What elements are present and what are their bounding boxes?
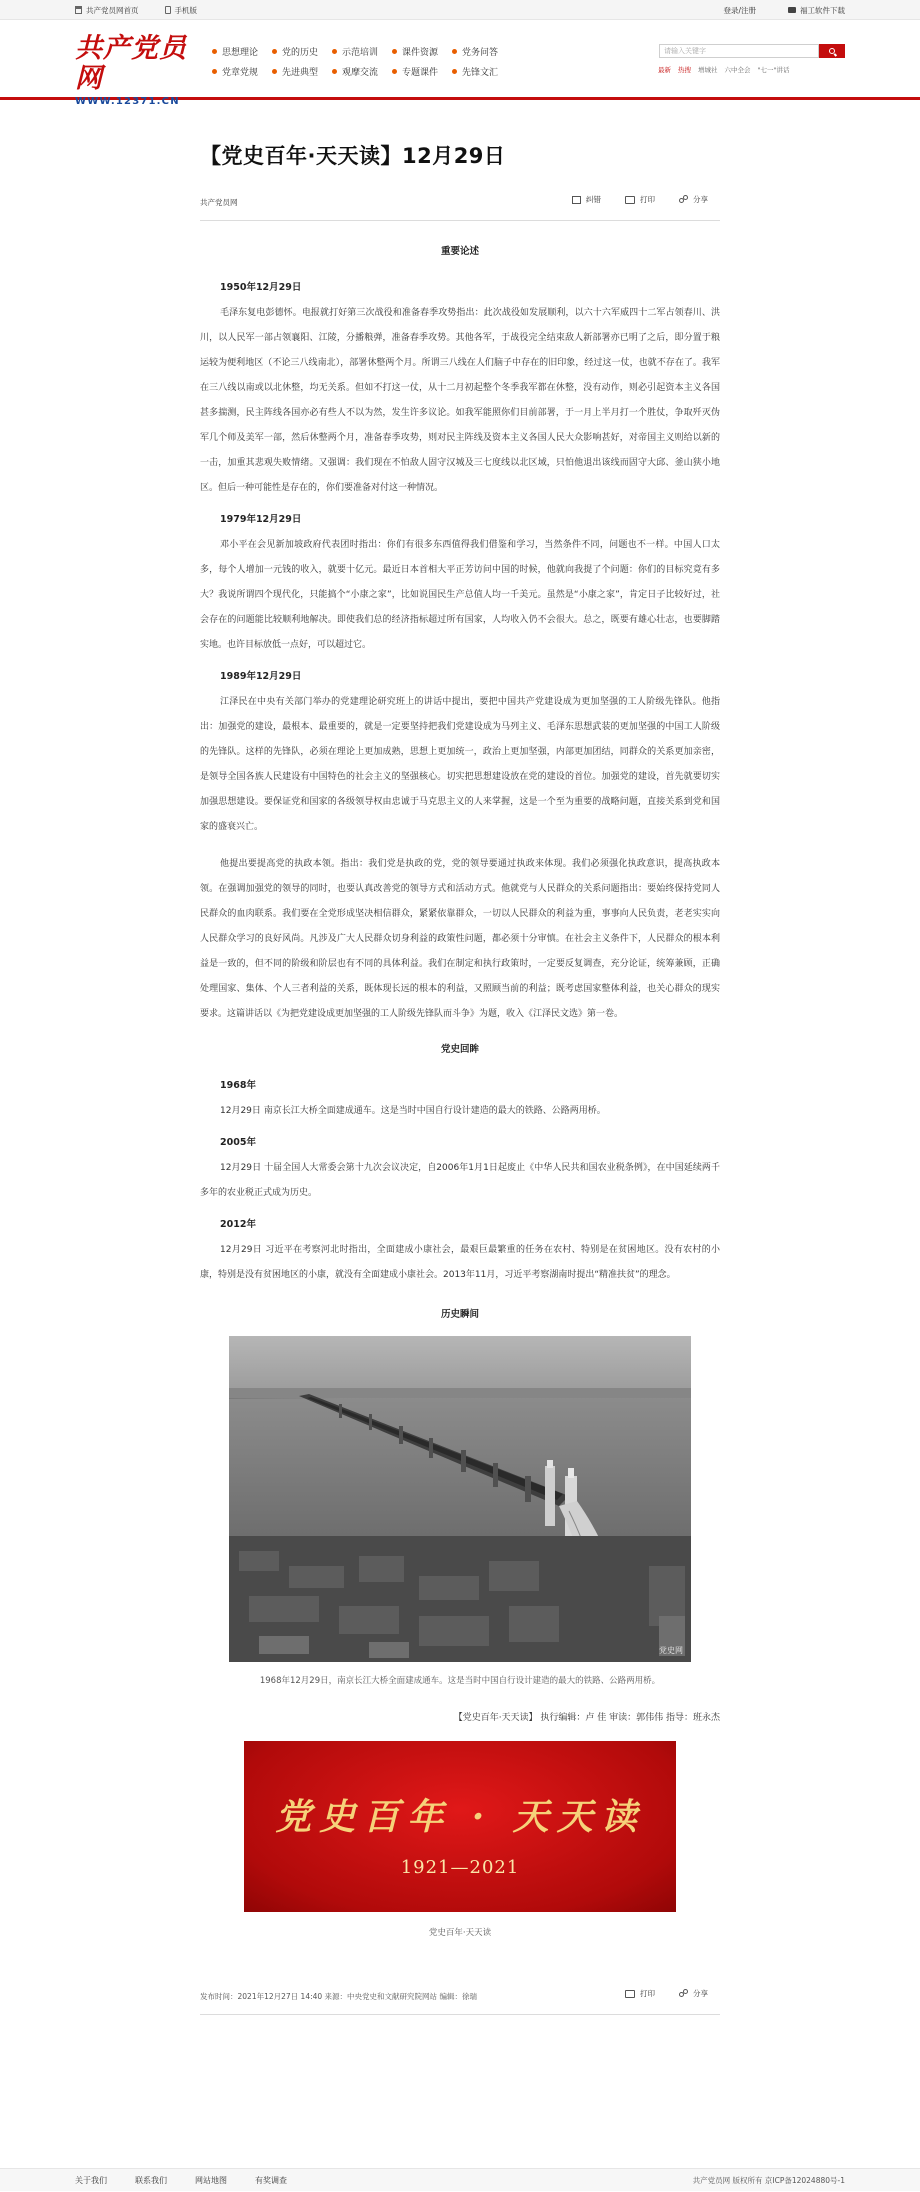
paragraph: 12月29日 习近平在考察河北时指出，全面建成小康社会，最艰巨最繁重的任务在农村、特别是在贫困地区。没有农村的小康，特别是没有贫困地区的小康，就没有全面建成小康社会。2013年11月，习近平考察湖南时提出“精准扶贫”的理念。 bbox=[200, 1245, 720, 1280]
home-icon bbox=[75, 6, 82, 14]
hot-link[interactable]: 六中全会 bbox=[724, 66, 751, 74]
bullet-icon bbox=[392, 49, 397, 54]
section-heading: 党史回眸 bbox=[440, 1044, 479, 1055]
download-icon bbox=[788, 7, 796, 13]
logo-url: WWW.12371.CN bbox=[75, 96, 180, 107]
tool-label: 分享 bbox=[693, 195, 708, 204]
nav-item-special[interactable] bbox=[392, 65, 452, 78]
photo-watermark: 党史网 bbox=[659, 1646, 683, 1655]
search-icon bbox=[829, 48, 835, 54]
editor-credits: 【党史百年·天天读】 执行编辑：卢 佳 审读：郭伟伟 指导：班永杰 bbox=[453, 1713, 720, 1723]
phone-icon bbox=[165, 6, 171, 14]
nav-label: 思想理论 bbox=[222, 48, 259, 58]
site-header bbox=[75, 20, 845, 107]
nav-item-theory[interactable] bbox=[212, 45, 272, 58]
bullet-icon bbox=[272, 69, 277, 74]
nav-item-qa[interactable] bbox=[452, 45, 512, 58]
nav-item-essays[interactable] bbox=[452, 65, 512, 78]
bullet-icon bbox=[332, 49, 337, 54]
date-heading: 1950年12月29日 bbox=[220, 282, 302, 293]
nav-item-history[interactable] bbox=[272, 45, 332, 58]
nav-item-models[interactable] bbox=[272, 65, 332, 78]
site-footer bbox=[0, 2168, 920, 2191]
logo-title: 共产党员网 bbox=[75, 33, 187, 94]
bullet-icon bbox=[212, 69, 217, 74]
tool-label: 打印 bbox=[640, 195, 655, 204]
column-banner bbox=[244, 1741, 676, 1912]
article-meta bbox=[200, 194, 720, 210]
tool-label: 分享 bbox=[693, 1989, 708, 1998]
share-button[interactable] bbox=[679, 194, 708, 205]
bridge-photo bbox=[229, 1336, 691, 1662]
date-heading: 2005年 bbox=[220, 1137, 256, 1148]
mobile-link-label: 手机版 bbox=[174, 5, 197, 15]
date-heading: 2012年 bbox=[220, 1219, 256, 1230]
mobile-link[interactable] bbox=[165, 5, 198, 16]
article-footer-meta bbox=[200, 1988, 720, 2004]
section-heading: 历史瞬间 bbox=[440, 1309, 479, 1320]
date-heading: 1989年12月29日 bbox=[220, 671, 302, 682]
home-link-label: 共产党员网首页 bbox=[86, 5, 139, 15]
footer-link-survey[interactable]: 有奖调查 bbox=[255, 2176, 287, 2185]
bridge-illustration bbox=[229, 1336, 691, 1662]
footer-link-sitemap[interactable]: 网站地图 bbox=[195, 2176, 227, 2185]
printer-icon bbox=[625, 196, 635, 204]
nav-item-exchange[interactable] bbox=[332, 65, 392, 78]
article-source: 共产党员网 bbox=[200, 198, 238, 207]
nav-label: 先进典型 bbox=[282, 68, 319, 78]
paragraph: 江泽民在中央有关部门举办的党建理论研究班上的讲话中提出，要把中国共产党建设成为更加坚强的工人阶级先锋队。他指出：加强党的建设，最根本、最重要的，就是一定要坚持把我们党建设成为马列主义、毛泽东思想武装的更加坚强的中国工人阶级的先锋队。这样的先锋队，必须在理论上更加成熟，思想上更加统一，政治上更加坚强，内部更加团结，同群众的关系更加亲密，是领导全国各族人民建设有中国特色的社会主义的坚强核心。切实把思想建设放在党的建设的首位。加强党的建设，首先就要切实加强思想建设。要保证党和国家的各级领导权由忠诚于马克思主义的人来掌握，这是一个至为重要的战略问题，直接关系到党和国家的盛衰兴亡。 bbox=[200, 697, 720, 832]
tool-label: 打印 bbox=[640, 1989, 655, 1998]
bullet-icon bbox=[452, 49, 457, 54]
banner-years: 1921—2021 bbox=[400, 1857, 520, 1878]
footer-link-contact[interactable]: 联系我们 bbox=[135, 2176, 167, 2185]
article-tools-bottom bbox=[625, 1988, 708, 1999]
top-bar bbox=[0, 0, 920, 20]
search-button[interactable] bbox=[819, 44, 845, 58]
article bbox=[200, 140, 720, 2015]
divider bbox=[200, 2014, 720, 2015]
bullet-icon bbox=[392, 69, 397, 74]
paragraph: 邓小平在会见新加坡政府代表团时指出：你们有很多东西值得我们借鉴和学习，当然条件不同，问题也不一样。中国人口太多，每个人增加一元钱的收入，就要十亿元。最近日本首相大平正芳访问中国的时候，他就向我提了个问题：你们的目标究竟有多大？我说所谓四个现代化，只能搞个“小康之家”，比如说国民生产总值人均一千美元。虽然是“小康之家”，肯定日子比较好过，社会存在的问题能比较顺利地解决。即使我们总的经济指标超过所有国家，人均收入仍不会很大。总之，既要有雄心壮志，也要脚踏实地。也许目标放低一点好，可以超过它。 bbox=[200, 540, 720, 650]
share-icon bbox=[679, 195, 688, 204]
date-heading: 1968年 bbox=[220, 1080, 256, 1091]
photo-caption: 1968年12月29日，南京长江大桥全面建成通车。这是当时中国自行设计建造的最大的铁路、公路两用桥。 bbox=[259, 1676, 661, 1686]
paragraph: 12月29日 南京长江大桥全面建成通车。这是当时中国自行设计建造的最大的铁路、公路两用桥。 bbox=[220, 1106, 606, 1116]
banner-title: 党史百年 · 天天读 bbox=[275, 1796, 645, 1838]
date-heading: 1979年12月29日 bbox=[220, 514, 302, 525]
main-nav bbox=[212, 45, 572, 78]
hot-link[interactable]: 增城社 bbox=[698, 66, 718, 74]
nav-label: 示范培训 bbox=[342, 48, 379, 58]
nav-label: 党章党规 bbox=[222, 68, 259, 78]
print-button[interactable] bbox=[625, 194, 655, 205]
nav-label: 专题课件 bbox=[402, 68, 439, 78]
site-logo[interactable] bbox=[75, 33, 200, 107]
article-tools bbox=[572, 194, 708, 205]
bullet-icon bbox=[332, 69, 337, 74]
nav-item-training[interactable] bbox=[332, 45, 392, 58]
hot-keywords bbox=[658, 65, 789, 74]
paragraph: 毛泽东复电彭德怀。电报就打好第三次战役和准备春季攻势指出：此次战役如发展顺利，以六十六军威四十二军占领春川、洪川，以人民军一部占领襄阳、江陵，分播粮弹，准备春季攻势。其他各军，于战役完全结束敌人新部署亦已明了之后，即分置于粮运较为便利地区（不论三八线南北），部署休整两个月。所谓三八线在人们脑子中存在的旧印象，经过这一仗，也就不存在了。我军在三八线以南或以北休整，均无关系。但如不打这一仗，从十二月初起整个冬季我军都在休整，没有动作，则必引起资本主义各国甚多揣测，民主阵线各国亦必有些人不以为然，发生许多议论。如我军能照你们目前部署，于一月上半月打一个胜仗，争取歼灭伪军几个师及美军一部，然后休整两个月，准备春季攻势，则对民主阵线及资本主义各国人民大众影响甚好，对帝国主义则给以新的一击，加重其悲观失败情绪。又强调：我们现在不怕敌人固守汉城及三七度线以北区域，只怕他退出该线而固守大邱、釜山狭小地区。但后一种可能性是存在的，你们要准备对付这一种情况。 bbox=[200, 308, 720, 493]
divider bbox=[200, 220, 720, 221]
hot-link[interactable]: "七一"讲话 bbox=[757, 66, 790, 74]
bullet-icon bbox=[452, 69, 457, 74]
tool-label: 纠错 bbox=[586, 195, 601, 204]
nav-label: 党务问答 bbox=[462, 48, 499, 58]
search-input[interactable]: 请输入关键字 bbox=[659, 44, 819, 58]
error-report-button[interactable] bbox=[572, 194, 601, 205]
download-link-label: 福工软件下载 bbox=[800, 5, 845, 15]
nav-item-regulations[interactable] bbox=[212, 65, 272, 78]
printer-icon bbox=[625, 1990, 635, 1998]
page-title: 【党史百年·天天读】12月29日 bbox=[200, 144, 506, 168]
print-button-bottom[interactable] bbox=[625, 1988, 655, 1999]
bullet-icon bbox=[212, 49, 217, 54]
hot-link[interactable]: 热搜 bbox=[678, 66, 691, 74]
share-button-bottom[interactable] bbox=[679, 1988, 708, 1999]
edit-icon bbox=[572, 196, 581, 204]
footer-link-about[interactable]: 关于我们 bbox=[75, 2176, 107, 2185]
share-icon bbox=[679, 1989, 688, 1998]
paragraph: 12月29日 十届全国人大常委会第十九次会议决定，自2006年1月1日起废止《中华人民共和国农业税条例》，在中国延续两千多年的农业税正式成为历史。 bbox=[200, 1163, 720, 1198]
nav-label: 观摩交流 bbox=[342, 68, 379, 78]
nav-label: 先锋文汇 bbox=[462, 68, 499, 78]
home-link[interactable] bbox=[75, 5, 139, 16]
hot-link[interactable]: 最新 bbox=[658, 66, 671, 74]
section-heading: 重要论述 bbox=[440, 246, 479, 257]
copyright: 共产党员网 版权所有 京ICP备12024880号-1 bbox=[692, 2176, 845, 2185]
nav-item-courseware[interactable] bbox=[392, 45, 452, 58]
download-link[interactable] bbox=[788, 5, 845, 16]
bullet-icon bbox=[272, 49, 277, 54]
nav-label: 党的历史 bbox=[282, 48, 319, 58]
nav-label: 课件资源 bbox=[402, 48, 439, 58]
banner-caption: 党史百年·天天读 bbox=[428, 1928, 492, 1938]
paragraph: 他提出要提高党的执政本领。指出：我们党是执政的党，党的领导要通过执政来体现。我们必须强化执政意识，提高执政本领。在强调加强党的领导的同时，也要认真改善党的领导方式和活动方式。他就党与人民群众的关系问题指出：要始终保持党同人民群众的血肉联系。我们要在全党形成坚决相信群众，紧紧依靠群众，一切以人民群众的利益为重，事事向人民负责，老老实实向人民群众学习的良好风尚。凡涉及广大人民群众切身利益的政策性问题，都必须十分审慎。在社会主义条件下，人民群众的根本利益是一致的，但不同的阶级和阶层也有不同的具体利益。我们在制定和执行政策时，一定要反复调查，充分论证，统筹兼顾，正确处理国家、集体、个人三者利益的关系，既体现长远的根本的利益，又照顾当前的利益；既考虑国家整体利益，也关心群众的现实要求。这篇讲话以《为把党建设成更加坚强的工人阶级先锋队而斗争》为题，收入《江泽民文选》第一卷。 bbox=[200, 859, 720, 1019]
publish-info: 发布时间：2021年12月27日 14:40 来源：中央党史和文献研究院网站 编辑：徐瑞 bbox=[200, 1992, 477, 2001]
login-link[interactable]: 登录/注册 bbox=[723, 5, 756, 15]
